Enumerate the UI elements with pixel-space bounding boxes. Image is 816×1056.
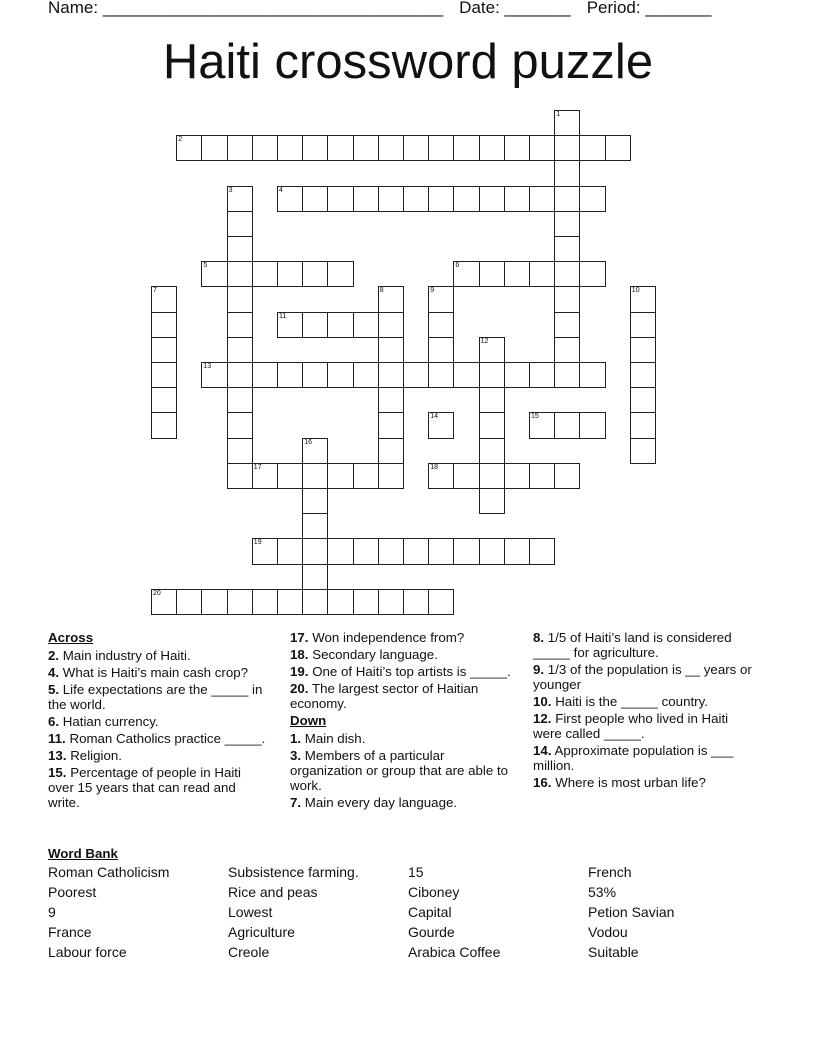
- clue: 6. Hatian currency.: [48, 714, 159, 729]
- grid-cell[interactable]: [227, 286, 253, 312]
- grid-cell[interactable]: [453, 362, 479, 388]
- grid-cell[interactable]: [453, 135, 479, 161]
- grid-cell[interactable]: [378, 589, 404, 615]
- clues-column-1: [48, 630, 270, 812]
- grid-cell[interactable]: [579, 261, 605, 287]
- grid-cell[interactable]: [453, 538, 479, 564]
- grid-cell[interactable]: [554, 286, 580, 312]
- grid-cell[interactable]: [630, 337, 656, 363]
- grid-cell[interactable]: [529, 463, 555, 489]
- grid-cell[interactable]: [378, 438, 404, 464]
- grid-cell[interactable]: [479, 412, 505, 438]
- grid-cell[interactable]: [630, 286, 656, 312]
- grid-cell[interactable]: [579, 186, 605, 212]
- word-bank: [48, 864, 768, 960]
- clue: 17. Won independence from?: [290, 630, 465, 645]
- word-bank-item: Suitable: [588, 944, 639, 960]
- grid-cell[interactable]: [277, 261, 303, 287]
- clue: 13. Religion.: [48, 748, 122, 763]
- grid-cell[interactable]: [554, 110, 580, 136]
- grid-cell[interactable]: [252, 589, 278, 615]
- grid-cell[interactable]: [277, 538, 303, 564]
- grid-cell[interactable]: [554, 463, 580, 489]
- word-bank-item: Vodou: [588, 924, 628, 940]
- clue-number: 17: [253, 463, 262, 471]
- grid-cell[interactable]: [302, 463, 328, 489]
- grid-cell[interactable]: [353, 186, 379, 212]
- grid-cell[interactable]: [378, 186, 404, 212]
- grid-cell[interactable]: [302, 589, 328, 615]
- grid-cell[interactable]: [302, 564, 328, 590]
- grid-cell[interactable]: [227, 211, 253, 237]
- grid-cell[interactable]: [630, 412, 656, 438]
- word-bank-item: Lowest: [228, 904, 273, 920]
- grid-cell[interactable]: [378, 538, 404, 564]
- grid-cell[interactable]: [252, 538, 278, 564]
- grid-cell[interactable]: [302, 538, 328, 564]
- word-bank-item: Creole: [228, 944, 270, 960]
- grid-cell[interactable]: [579, 362, 605, 388]
- grid-cell[interactable]: [227, 463, 253, 489]
- clue-number: 9: [430, 287, 435, 295]
- grid-cell[interactable]: [403, 186, 429, 212]
- clue: 16. Where is most urban life?: [533, 775, 706, 790]
- clue-number: 5: [203, 262, 208, 270]
- grid-cell[interactable]: [327, 312, 353, 338]
- grid-cell[interactable]: [353, 312, 379, 338]
- grid-cell[interactable]: [378, 286, 404, 312]
- grid-cell[interactable]: [428, 337, 454, 363]
- clues-column-3: [533, 630, 755, 792]
- grid-cell[interactable]: [378, 387, 404, 413]
- clue: 8. 1/5 of Haiti’s land is considered _____ for agriculture.: [533, 630, 732, 660]
- grid-cell[interactable]: [378, 312, 404, 338]
- clue: 12. First people who lived in Haiti were called _____.: [533, 711, 729, 741]
- grid-cell[interactable]: [579, 135, 605, 161]
- grid-cell[interactable]: [428, 589, 454, 615]
- grid-cell[interactable]: [554, 362, 580, 388]
- grid-cell[interactable]: [579, 412, 605, 438]
- grid-cell[interactable]: [554, 186, 580, 212]
- word-bank-title: Word Bank: [48, 846, 118, 861]
- grid-cell[interactable]: [353, 589, 379, 615]
- grid-cell[interactable]: [529, 135, 555, 161]
- word-bank-item: Arabica Coffee: [408, 944, 501, 960]
- clue: 2. Main industry of Haiti.: [48, 648, 191, 663]
- clues-column-2: [290, 630, 515, 812]
- grid-cell[interactable]: [327, 362, 353, 388]
- grid-cell[interactable]: [479, 337, 505, 363]
- grid-cell[interactable]: [151, 337, 177, 363]
- clue-number: 4: [279, 186, 283, 194]
- grid-cell[interactable]: [504, 261, 530, 287]
- word-bank-item: Agriculture: [228, 924, 295, 940]
- grid-cell[interactable]: [252, 463, 278, 489]
- grid-cell[interactable]: [529, 362, 555, 388]
- word-bank-item: 9: [48, 904, 56, 920]
- grid-cell[interactable]: [277, 312, 303, 338]
- grid-cell[interactable]: [227, 438, 253, 464]
- grid-cell[interactable]: [151, 589, 177, 615]
- grid-cell[interactable]: [353, 362, 379, 388]
- grid-cell[interactable]: [353, 463, 379, 489]
- grid-cell[interactable]: [378, 412, 404, 438]
- word-bank-item: Roman Catholicism: [48, 864, 170, 880]
- word-bank-item: 53%: [588, 884, 617, 900]
- grid-cell[interactable]: [227, 135, 253, 161]
- grid-cell[interactable]: [630, 362, 656, 388]
- grid-cell[interactable]: [277, 463, 303, 489]
- word-bank-item: Poorest: [48, 884, 97, 900]
- grid-cell[interactable]: [453, 261, 479, 287]
- down-heading: Down: [290, 713, 327, 728]
- clue: 4. What is Haiti’s main cash crop?: [48, 665, 249, 680]
- grid-cell[interactable]: [151, 412, 177, 438]
- grid-cell[interactable]: [302, 488, 328, 514]
- grid-cell[interactable]: [554, 160, 580, 186]
- grid-cell[interactable]: [428, 186, 454, 212]
- grid-cell[interactable]: [151, 362, 177, 388]
- grid-cell[interactable]: [504, 186, 530, 212]
- word-bank-item: French: [588, 864, 632, 880]
- grid-cell[interactable]: [227, 312, 253, 338]
- clue-number: 19: [253, 539, 262, 547]
- name-field[interactable]: Name: ____________________________________: [48, 0, 444, 17]
- grid-cell[interactable]: [529, 186, 555, 212]
- grid-cell[interactable]: [479, 261, 505, 287]
- grid-cell[interactable]: [453, 463, 479, 489]
- clue-number: 8: [379, 287, 384, 295]
- clue-number: 2: [178, 136, 183, 144]
- grid-cell[interactable]: [378, 463, 404, 489]
- clue: 1. Main dish.: [290, 731, 366, 746]
- grid-cell[interactable]: [302, 438, 328, 464]
- across-heading: Across: [48, 630, 94, 645]
- grid-cell[interactable]: [479, 488, 505, 514]
- clue: 14. Approximate population is ___ million.: [533, 743, 734, 773]
- grid-cell[interactable]: [327, 135, 353, 161]
- clue-number: 14: [430, 413, 438, 421]
- clue-number: 20: [153, 589, 161, 597]
- grid-cell[interactable]: [554, 412, 580, 438]
- clue-number: 10: [631, 287, 640, 295]
- grid-cell[interactable]: [227, 412, 253, 438]
- word-bank-item: Petion Savian: [588, 904, 675, 920]
- grid-cell[interactable]: [504, 135, 530, 161]
- grid-cell[interactable]: [252, 261, 278, 287]
- grid-cell[interactable]: [327, 589, 353, 615]
- grid-cell[interactable]: [479, 362, 505, 388]
- clue-number: 6: [455, 262, 460, 270]
- clue-number: 16: [304, 438, 312, 446]
- grid-cell[interactable]: [529, 412, 555, 438]
- word-bank-item: France: [48, 924, 92, 940]
- clue-number: 15: [531, 413, 539, 421]
- grid-cell[interactable]: [479, 438, 505, 464]
- clue: 9. 1/3 of the population is __ years or younger: [533, 662, 752, 692]
- clue-number: 7: [153, 287, 157, 295]
- grid-cell[interactable]: [277, 186, 303, 212]
- clue-number: 13: [203, 363, 212, 370]
- grid-cell[interactable]: [630, 387, 656, 413]
- grid-cell[interactable]: [327, 538, 353, 564]
- clue: 5. Life expectations are the _____ in the world.: [48, 682, 263, 712]
- grid-cell[interactable]: [479, 538, 505, 564]
- clue: 18. Secondary language.: [290, 647, 438, 662]
- grid-cell[interactable]: [201, 135, 227, 161]
- grid-cell[interactable]: [428, 463, 454, 489]
- word-bank-item: Rice and peas: [228, 884, 318, 900]
- grid-cell[interactable]: [302, 362, 328, 388]
- clue: 11. Roman Catholics practice _____.: [48, 731, 266, 746]
- clue: 3. Members of a particular organization or group that are able to work.: [290, 748, 509, 793]
- grid-cell[interactable]: [227, 387, 253, 413]
- grid-cell[interactable]: [201, 589, 227, 615]
- clue: 20. The largest sector of Haitian economy.: [290, 681, 479, 711]
- grid-cell[interactable]: [479, 186, 505, 212]
- grid-cell[interactable]: [605, 135, 631, 161]
- grid-cell[interactable]: [227, 186, 253, 212]
- grid-cell[interactable]: [428, 312, 454, 338]
- grid-cell[interactable]: [302, 513, 328, 539]
- grid-cell[interactable]: [554, 236, 580, 262]
- grid-cell[interactable]: [479, 463, 505, 489]
- grid-cell[interactable]: [479, 135, 505, 161]
- grid-cell[interactable]: [403, 135, 429, 161]
- period-field[interactable]: Period: _______: [586, 0, 712, 17]
- grid-cell[interactable]: [353, 538, 379, 564]
- grid-cell[interactable]: [479, 387, 505, 413]
- grid-cell[interactable]: [403, 362, 429, 388]
- grid-cell[interactable]: [277, 135, 303, 161]
- grid-cell[interactable]: [327, 261, 353, 287]
- grid-cell[interactable]: [554, 337, 580, 363]
- grid-cell[interactable]: [554, 261, 580, 287]
- grid-cell[interactable]: [428, 286, 454, 312]
- word-bank-item: Ciboney: [408, 884, 460, 900]
- clue-number: 12: [480, 337, 489, 345]
- grid-cell[interactable]: [378, 337, 404, 363]
- grid-cell[interactable]: [554, 135, 580, 161]
- grid-cell[interactable]: [353, 135, 379, 161]
- grid-cell[interactable]: [529, 261, 555, 287]
- grid-cell[interactable]: [428, 538, 454, 564]
- grid-cell[interactable]: [378, 362, 404, 388]
- grid-cell[interactable]: [227, 236, 253, 262]
- word-bank-item: 15: [408, 864, 424, 880]
- grid-cell[interactable]: [428, 135, 454, 161]
- grid-cell[interactable]: [403, 538, 429, 564]
- grid-cell[interactable]: [201, 362, 227, 388]
- grid-cell[interactable]: [504, 538, 530, 564]
- word-bank-item: Labour force: [48, 944, 127, 960]
- grid-cell[interactable]: [327, 463, 353, 489]
- grid-cell[interactable]: [554, 312, 580, 338]
- grid-cell[interactable]: [302, 312, 328, 338]
- grid-cell[interactable]: [504, 362, 530, 388]
- grid-cell[interactable]: [529, 538, 555, 564]
- grid-cell[interactable]: [227, 362, 253, 388]
- clue: 7. Main every day language.: [290, 795, 458, 810]
- grid-cell[interactable]: [252, 362, 278, 388]
- word-bank-item: Capital: [408, 904, 452, 920]
- grid-cell[interactable]: [428, 412, 454, 438]
- grid-cell[interactable]: [227, 589, 253, 615]
- grid-cell[interactable]: [252, 135, 278, 161]
- clue-number: 11: [279, 312, 287, 320]
- grid-cell[interactable]: [327, 186, 353, 212]
- grid-cell[interactable]: [151, 387, 177, 413]
- grid-cell[interactable]: [630, 438, 656, 464]
- grid-cell[interactable]: [176, 589, 202, 615]
- grid-cell[interactable]: [176, 135, 202, 161]
- grid-cell[interactable]: [151, 312, 177, 338]
- clue-number: 1: [556, 111, 561, 118]
- grid-cell[interactable]: [453, 186, 479, 212]
- grid-cell[interactable]: [378, 135, 404, 161]
- grid-cell[interactable]: [302, 261, 328, 287]
- grid-cell[interactable]: [201, 261, 227, 287]
- grid-cell[interactable]: [227, 337, 253, 363]
- grid-cell[interactable]: [227, 261, 253, 287]
- grid-cell[interactable]: [151, 286, 177, 312]
- clue-number: 3: [228, 186, 233, 194]
- grid-cell[interactable]: [554, 211, 580, 237]
- grid-cell[interactable]: [630, 312, 656, 338]
- grid-cell[interactable]: [302, 135, 328, 161]
- word-bank-item: Subsistence farming.: [228, 864, 359, 880]
- grid-cell[interactable]: [302, 186, 328, 212]
- grid-cell[interactable]: [504, 463, 530, 489]
- clue: 15. Percentage of people in Haiti over 15 years that can read and write.: [48, 765, 241, 810]
- word-bank-item: Gourde: [408, 924, 455, 940]
- clue-number: 18: [430, 463, 438, 471]
- page-title: Haiti crossword puzzle: [162, 35, 654, 89]
- grid-cell[interactable]: [403, 589, 429, 615]
- date-field[interactable]: Date: _______: [459, 0, 571, 17]
- grid-cell[interactable]: [428, 362, 454, 388]
- grid-cell[interactable]: [277, 362, 303, 388]
- grid-cell[interactable]: [277, 589, 303, 615]
- clue: 19. One of Haiti’s top artists is _____.: [290, 664, 511, 679]
- clue: 10. Haiti is the _____ country.: [533, 694, 708, 709]
